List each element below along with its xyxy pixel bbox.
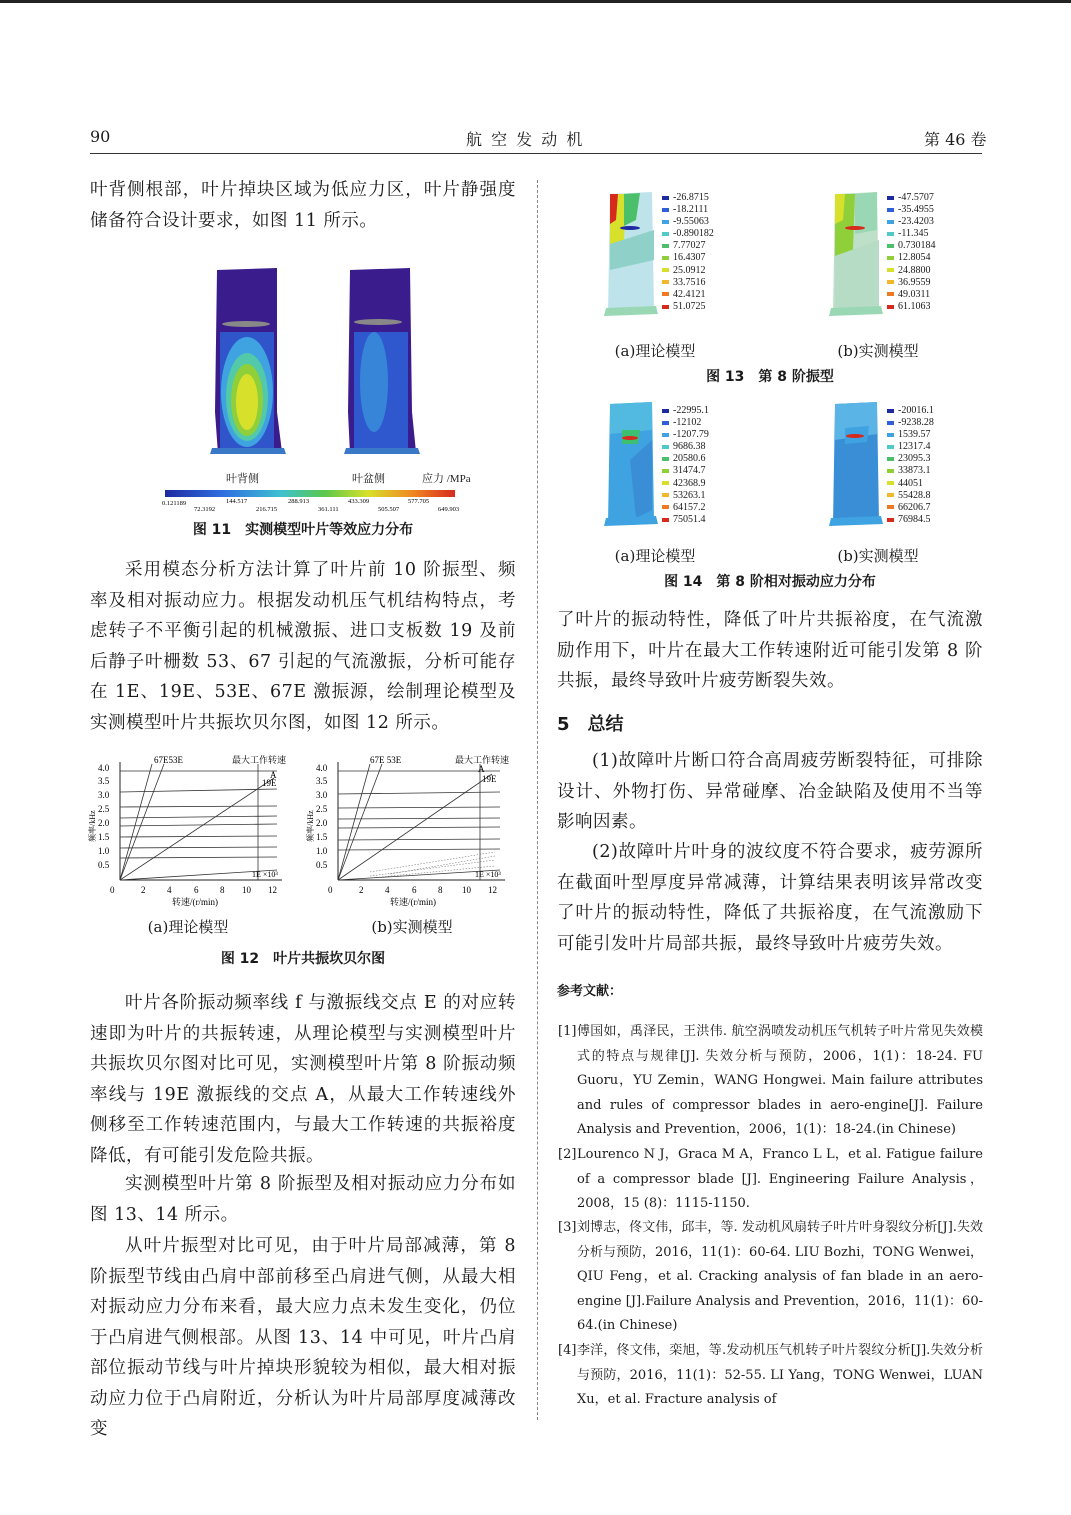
fig12a-x-axis-label: 转速/(r/min) [172, 897, 218, 907]
fig12a-xtick-3: 8 [220, 885, 225, 895]
fig12a-ytick-8: 0 [110, 885, 115, 895]
figure-14a-stress-distribution [600, 400, 660, 535]
reference-number: [1] [558, 1024, 577, 1039]
legend-entry: -20016.1 [887, 405, 934, 417]
fig12b-ytick-2: 3.0 [316, 790, 328, 800]
legend-entry: 9686.38 [662, 441, 709, 453]
legend-entry: -11.345 [887, 228, 936, 240]
legend-entry: 23095.3 [887, 453, 934, 465]
figure-12-caption: 图 12 叶片共振坎贝尔图 [220, 951, 386, 967]
reference-number: [3] [558, 1220, 577, 1235]
figure-13a-legend [662, 192, 714, 313]
legend-entry: 64157.2 [662, 502, 709, 514]
fig11-unit: 应力 /MPa [422, 473, 471, 485]
paragraph-4: 实测模型叶片第 8 阶振型及相对振动应力分布如图 13、14 所示。 [90, 1174, 516, 1225]
legend-entry: 24.8800 [887, 265, 936, 277]
legend-entry: 33873.1 [887, 465, 934, 477]
legend-entry: -0.890182 [662, 228, 714, 240]
legend-entry: 42368.9 [662, 478, 709, 490]
figure-11-caption: 图 11 实测模型叶片等效应力分布 [192, 522, 414, 538]
figure-14b-legend [887, 405, 934, 526]
legend-entry: 61.1063 [887, 301, 936, 313]
legend-entry: -12102 [662, 417, 709, 429]
page-top-border [0, 0, 1071, 3]
reference-item [558, 1143, 983, 1217]
legend-entry: 76984.5 [887, 514, 934, 526]
fig12a-ytick-3: 2.5 [98, 804, 110, 814]
fig12b-xtick-0: 2 [359, 885, 364, 895]
scale-tick-top-3: 433.309 [348, 498, 370, 505]
scale-tick-top-4: 577.705 [408, 498, 430, 505]
reference-item [558, 1216, 983, 1339]
legend-entry: -23.4203 [887, 216, 936, 228]
fig12b-ytick-7: 0.5 [316, 860, 328, 870]
reference-text: Lourenco N J，Graca M A，Franco L L，et al. Fatigue failure of a compressor blade [J]. Engineering Failure Analysis，2008，15 (8)：1115-1150. [577, 1147, 983, 1211]
volume-label: 第 46 卷 [924, 130, 987, 149]
fig12b-max-speed-label: 最大工作转速 [455, 755, 510, 765]
fig12b-xtick-1: 4 [385, 885, 390, 895]
scale-tick-top-2: 288.913 [288, 498, 310, 505]
scale-tick-bottom-2: 361.111 [318, 506, 339, 513]
legend-entry: 66206.7 [887, 502, 934, 514]
reference-number: [2] [558, 1147, 577, 1162]
fig12a-ytick-2: 3.0 [98, 790, 110, 800]
fig12b-ytick-1: 3.5 [316, 776, 328, 786]
legend-entry: -22995.1 [662, 405, 709, 417]
fig12b-x-multiplier: 1E ×10³ [475, 870, 501, 879]
fig12a-ytick-6: 1.0 [98, 846, 110, 856]
paragraph-8: (2)故障叶片叶身的波纹度不符合要求，疲劳源所在截面叶型厚度异常减薄，计算结果表明该异常改变了叶片的振动特性，降低了共振裕度，在气流激励下可能引发叶片局部共振，最终导致叶片疲劳失效。 [557, 842, 983, 954]
fig12b-xtick-5: 12 [488, 885, 497, 895]
journal-title: 航 空 发 动 机 [466, 130, 585, 149]
reference-item [558, 1020, 983, 1143]
fig12a-ytick-4: 2.0 [98, 818, 110, 828]
paragraph-1: 叶背侧根部，叶片掉块区域为低应力区，叶片静强度储备符合设计要求，如图 11 所示。 [90, 180, 516, 231]
reference-text: 傅国如，禹泽民，王洪伟. 航空涡喷发动机压气机转子叶片常见失效模式的特点与规律[J]. 失效分析与预防，2006，1(1)：18-24. FU Guoru，YU Zemin，WANG Hongwei. Main failure attributes and rules of compressor blades in aero-engine[J]. Failure Analysis and Prevention，2006，1(1)：18-24.(in Chinese) [577, 1024, 983, 1137]
legend-entry: 12.8054 [887, 252, 936, 264]
legend-entry: 20580.6 [662, 453, 709, 465]
figure-14a-legend [662, 405, 709, 526]
fig12a-max-speed-label: 最大工作转速 [232, 755, 287, 765]
paragraph-6: 了叶片的振动特性，降低了叶片共振裕度，在气流激励作用下，叶片在最大工作转速附近可能引发第 8 阶共振，最终导致叶片疲劳断裂失效。 [557, 610, 983, 691]
figure-12a-campbell-diagram [88, 752, 297, 910]
fig12b-19e-label: 19E [482, 774, 497, 784]
section-title: 5 总结 [557, 714, 624, 735]
fig12b-ytick-6: 1.0 [316, 846, 328, 856]
scale-tick-bottom-3: 505.507 [378, 506, 400, 513]
legend-entry: 36.9559 [887, 277, 936, 289]
page-number: 90 [90, 127, 111, 146]
scale-tick-bottom-4: 649.903 [438, 506, 460, 513]
reference-number: [4] [558, 1343, 577, 1358]
fig12b-xtick-3: 8 [438, 885, 443, 895]
stress-color-scale [165, 490, 455, 497]
paragraph-2: 采用模态分析方法计算了叶片前 10 阶振型、频率及相对振动应力。根据发动机压气机结构特点，考虑转子不平衡引起的机械激振、进口支板数 19 及前后静子叶栅数 53、67 引起的气流激振，分析可能存在 1E、19E、53E、67E 激振源，绘制理论模型及实测模型叶片共振坎贝尔图，如图 12 所示。 [90, 560, 516, 733]
paragraph-5: 从叶片振型对比可见，由于叶片局部减薄，第 8 阶振型节线由凸肩中部前移至凸肩进气侧，从最大相对振动应力分布来看，最大应力点未发生变化，仍位于凸肩进气侧根部。从图 13、14 中可见，叶片凸肩部位振动节线与叶片掉块形貌较为相似，最大相对振动应力位于凸肩附近，分析认为叶片局部厚度减薄改变 [90, 1236, 516, 1439]
figure-14b-caption: (b)实测模型 [837, 547, 919, 565]
figure-13-caption: 图 13 第 8 阶振型 [706, 369, 834, 385]
fig12a-xtick-1: 4 [167, 885, 172, 895]
figure-14a-caption: (a)理论模型 [614, 547, 696, 565]
figure-13b-legend [887, 192, 936, 313]
legend-entry: -9.55063 [662, 216, 714, 228]
scale-tick-bottom-0: 72.3192 [194, 506, 216, 513]
figure-12a-caption: (a)理论模型 [147, 918, 229, 936]
fig12a-x-multiplier: 1E ×10³ [252, 870, 278, 879]
scale-tick-top-1: 144.517 [226, 498, 248, 505]
legend-entry: 31474.7 [662, 465, 709, 477]
paragraph-7: (1)故障叶片断口符合高周疲劳断裂特征，可排除设计、外物打伤、异常碰摩、冶金缺陷及使用不当等影响因素。 [557, 751, 983, 832]
figure-12b-caption: (b)实测模型 [371, 918, 453, 936]
fig12a-ytick-1: 3.5 [98, 776, 110, 786]
fig12a-ytick-7: 0.5 [98, 860, 110, 870]
figure-13b-caption: (b)实测模型 [837, 342, 919, 360]
column-divider [537, 180, 538, 1420]
legend-entry: 0.730184 [887, 240, 936, 252]
fig12a-ytick-0: 4.0 [98, 763, 110, 773]
scale-tick-top-0: 0.121189 [162, 500, 187, 507]
header-rule [90, 153, 982, 154]
fig12b-x-axis-label: 转速/(r/min) [390, 897, 436, 907]
figure-13a-caption: (a)理论模型 [614, 342, 696, 360]
legend-entry: 53263.1 [662, 490, 709, 502]
figure-13b-mode-shape [825, 190, 885, 325]
fig12a-ytick-5: 1.5 [98, 832, 110, 842]
legend-entry: 7.77027 [662, 240, 714, 252]
fig12b-xtick-2: 6 [412, 885, 417, 895]
legend-entry: 51.0725 [662, 301, 714, 313]
reference-text: 李洋，佟文伟，栾旭，等.发动机压气机转子叶片裂纹分析[J].失效分析与预防，2016，11(1)：52-55. LI Yang，TONG Wenwei，LUAN Xu，et al. Fracture analysis of [577, 1343, 983, 1407]
fig12b-point-label: A [478, 764, 485, 774]
fig12a-excitation-label: 67E53E [154, 755, 183, 765]
references-title: 参考文献： [557, 984, 623, 999]
fig12a-19e-label: 19E [262, 778, 277, 788]
figure-11-stress-contour [160, 262, 480, 512]
figure-13a-mode-shape [600, 190, 660, 325]
fig12a-xtick-4: 10 [242, 885, 251, 895]
fig12a-xtick-0: 2 [141, 885, 146, 895]
legend-entry: -1207.79 [662, 429, 709, 441]
scale-tick-bottom-1: 216.715 [256, 506, 278, 513]
reference-item [558, 1339, 983, 1413]
fig11-label-pressure: 叶盆侧 [352, 473, 385, 485]
fig12a-point-label: A [270, 770, 277, 780]
legend-entry: 42.4121 [662, 289, 714, 301]
legend-entry: -47.5707 [887, 192, 936, 204]
legend-entry: 16.4307 [662, 252, 714, 264]
legend-entry: 33.7516 [662, 277, 714, 289]
fig12a-xtick-5: 12 [268, 885, 277, 895]
legend-entry: -26.8715 [662, 192, 714, 204]
legend-entry: 1539.57 [887, 429, 934, 441]
fig12a-xtick-2: 6 [194, 885, 199, 895]
legend-entry: 49.0311 [887, 289, 936, 301]
legend-entry: 44051 [887, 478, 934, 490]
fig12b-excitation-label: 67E 53E [370, 755, 402, 765]
paragraph-3: 叶片各阶振动频率线 f 与激振线交点 E 的对应转速即为叶片的共振转速，从理论模型与实测模型叶片共振坎贝尔图对比可见，实测模型叶片第 8 阶振动频率线与 19E 激振线的交点 A，从最大工作转速线外侧移至工作转速范围内，与最大工作转速的共振裕度降低，有可能引发危险共振。 [90, 993, 516, 1166]
fig12b-y-axis-label: 频率/kHz [306, 810, 315, 842]
legend-entry: 25.0912 [662, 265, 714, 277]
figure-14-caption: 图 14 第 8 阶相对振动应力分布 [664, 574, 876, 590]
fig12b-ytick-8: 0 [328, 885, 333, 895]
fig12b-xtick-4: 10 [462, 885, 471, 895]
fig12b-ytick-0: 4.0 [316, 763, 328, 773]
legend-entry: -35.4955 [887, 204, 936, 216]
fig12a-y-axis-label: 频率/kHz [88, 810, 97, 842]
reference-text: 刘博志，佟文伟，邱丰，等. 发动机风扇转子叶片叶身裂纹分析[J].失效分析与预防，2016，11(1)：60-64. LIU Bozhi，TONG Wenwei，QIU Feng，et al. Cracking analysis of fan blade in an aero-engine [J].Failure Analysis and Prevention，2016，11(1)：60-64.(in Chinese) [577, 1220, 983, 1333]
legend-entry: 12317.4 [887, 441, 934, 453]
fig12b-ytick-5: 1.5 [316, 832, 328, 842]
legend-entry: 75051.4 [662, 514, 709, 526]
legend-entry: 55428.8 [887, 490, 934, 502]
legend-entry: -18.2111 [662, 204, 714, 216]
fig12b-ytick-3: 2.5 [316, 804, 328, 814]
legend-entry: -9238.28 [887, 417, 934, 429]
figure-14b-stress-distribution [825, 400, 885, 535]
fig11-label-back: 叶背侧 [226, 473, 259, 485]
fig12b-ytick-4: 2.0 [316, 818, 328, 828]
figure-12b-campbell-diagram [306, 752, 520, 910]
